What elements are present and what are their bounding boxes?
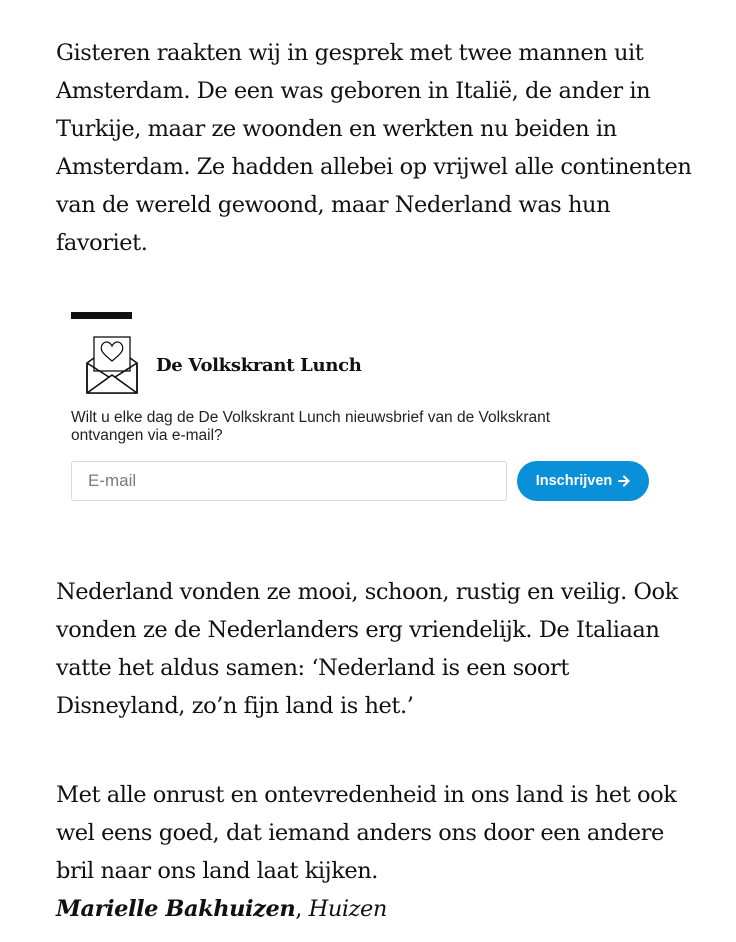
article-paragraph: Gisteren raakten wij in gesprek met twee mannen uit Amsterdam. De een was geboren in Italië, de ander in Turkije, maar ze woonden en werkten nu beiden in Amsterdam. Ze hadden allebei op vrijwel alle continenten van de wereld gewoond, maar Nederland was hun favoriet. [56, 40, 692, 256]
newsletter-signup [71, 312, 651, 489]
newsletter-title: De Volkskrant Lunch [156, 355, 362, 376]
author-place: Huizen [308, 896, 387, 922]
envelope-heart-icon [85, 333, 139, 395]
section-divider-bar [71, 312, 132, 319]
article-paragraph-text: Met alle onrust en ontevredenheid in ons land is het ook wel eens goed, dat iemand anders ons door een andere bril naar ons land laat kijken. [56, 782, 677, 884]
author-name: Marielle Bakhuizen [56, 896, 296, 922]
email-input[interactable] [71, 461, 507, 501]
arrow-right-icon [618, 475, 630, 487]
article-paragraph-with-signature [56, 776, 696, 928]
article-paragraph: Nederland vonden ze mooi, schoon, rustig en veilig. Ook vonden ze de Nederlanders erg vriendelijk. De Italiaan vatte het aldus samen: ‘Nederland is een soort Disneyland, zo’n fijn land is het.’ [56, 579, 678, 719]
author-signature [56, 890, 696, 928]
newsletter-description: Wilt u elke dag de De Volkskrant Lunch nieuwsbrief van de Volkskrant ontvangen via e-mail? [71, 409, 551, 444]
signature-separator: , [295, 896, 309, 922]
subscribe-button-label: Inschrijven [535, 473, 613, 489]
subscribe-button[interactable] [517, 461, 649, 501]
newsletter-header [85, 333, 139, 395]
